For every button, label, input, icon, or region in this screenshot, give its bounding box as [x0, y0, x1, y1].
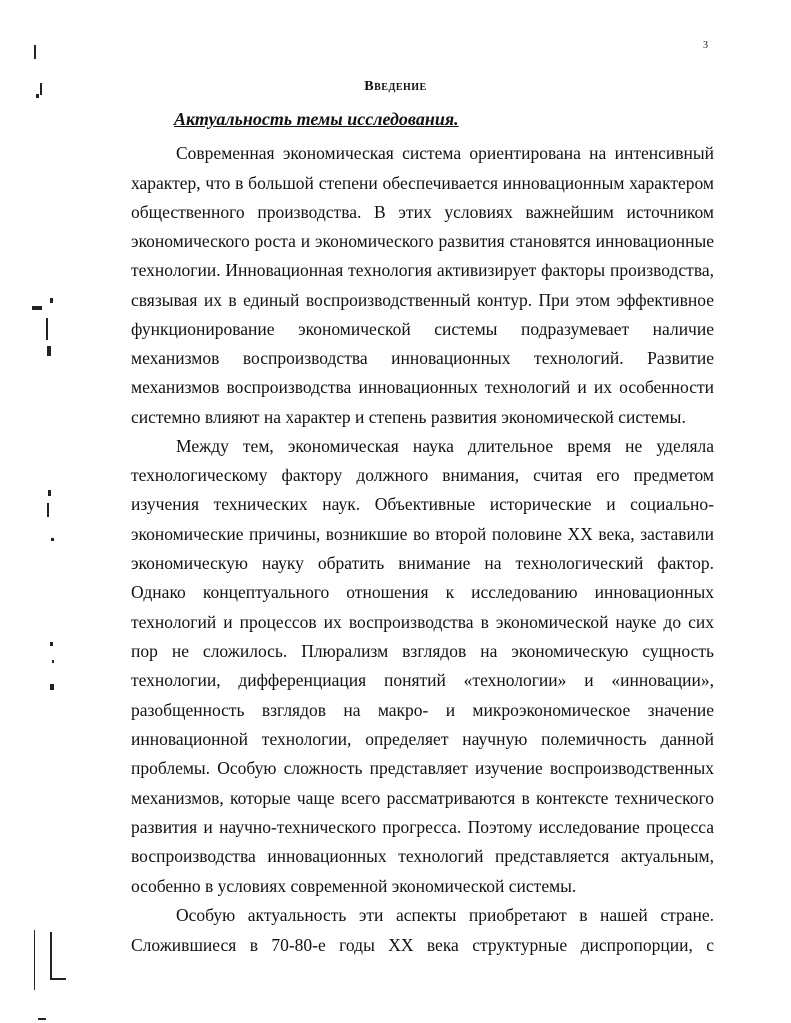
- text-line: экономическую науку обратить внимание на технологический фактор.: [131, 553, 714, 573]
- text-line: пор не сложилось. Плюрализм взглядов на экономическую сущность: [131, 641, 714, 661]
- text-line: изучения технических наук. Объективные исторические и социально-: [131, 494, 714, 514]
- scan-mark: [50, 684, 54, 690]
- text-line: механизмов, которые чаще всего рассматриваются в контексте технического: [131, 788, 714, 808]
- text-line: характер, что в большой степени обеспечивается инновационным характером: [131, 173, 714, 193]
- text-line: технологическому фактору должного внимания, считая его предметом: [131, 465, 714, 485]
- text-line: развития и научно-технического прогресса. Поэтому исследование процесса: [131, 817, 714, 837]
- page-number: 3: [703, 40, 708, 51]
- scan-mark: [51, 538, 54, 541]
- text-line: особенно в условиях современной экономической системы.: [131, 876, 577, 896]
- scan-mark: [50, 642, 53, 646]
- text-line: механизмов воспроизводства инновационных технологий и их особенности: [131, 377, 714, 397]
- text-line: экономического роста и экономического развития становятся инновационные: [131, 231, 714, 251]
- scan-mark: [50, 932, 52, 980]
- scan-mark: [52, 978, 66, 980]
- scan-mark: [36, 94, 39, 98]
- scan-mark: [50, 298, 53, 303]
- section-heading: Актуальность темы исследования.: [174, 109, 459, 129]
- text-line: экономические причины, возникшие во второй половине XX века, заставили: [131, 524, 714, 544]
- scan-mark: [47, 503, 49, 517]
- text-line: инновационной технологии, определяет научную полемичность данной: [131, 729, 714, 749]
- scan-mark: [52, 660, 54, 663]
- text-line: технологий и процессов их воспроизводства в экономической науке до сих: [131, 612, 714, 632]
- text-line: Между тем, экономическая наука длительное время не уделяла: [176, 436, 714, 456]
- scan-mark: [47, 346, 51, 356]
- text-line: проблемы. Особую сложность представляет изучение воспроизводственных: [131, 758, 714, 778]
- text-line: разобщенность взглядов на макро- и микроэкономическое значение: [131, 700, 714, 720]
- text-line: общественного производства. В этих условиях важнейшим источником: [131, 202, 714, 222]
- text-line: механизмов воспроизводства инновационных технологий. Развитие: [131, 348, 714, 368]
- text-line: технологии. Инновационная технология активизирует факторы производства,: [131, 260, 714, 280]
- scan-mark: [38, 1018, 46, 1020]
- scan-mark: [48, 490, 51, 496]
- text-line: Особую актуальность эти аспекты приобретают в нашей стране.: [176, 905, 714, 925]
- scan-mark: [34, 930, 35, 990]
- text-line: системно влияют на характер и степень развития экономической системы.: [131, 407, 686, 427]
- chapter-title: Введение: [364, 79, 427, 94]
- text-line: Современная экономическая система ориентирована на интенсивный: [176, 143, 714, 163]
- text-line: связывая их в единый воспроизводственный контур. При этом эффективное: [131, 290, 714, 310]
- scan-mark: [32, 306, 42, 310]
- scan-mark: [34, 45, 36, 59]
- text-line: функционирование экономической системы подразумевает наличие: [131, 319, 714, 339]
- text-line: технологии, дифференциация понятий «технологии» и «инновации»,: [131, 670, 714, 690]
- text-line: воспроизводства инновационных технологий представляется актуальным,: [131, 846, 714, 866]
- scan-mark: [46, 318, 48, 340]
- text-line: Однако концептуального отношения к исследованию инновационных: [131, 582, 714, 602]
- text-line: Сложившиеся в 70-80-е годы XX века структурные диспропорции, с: [131, 935, 714, 955]
- scan-mark: [40, 83, 42, 95]
